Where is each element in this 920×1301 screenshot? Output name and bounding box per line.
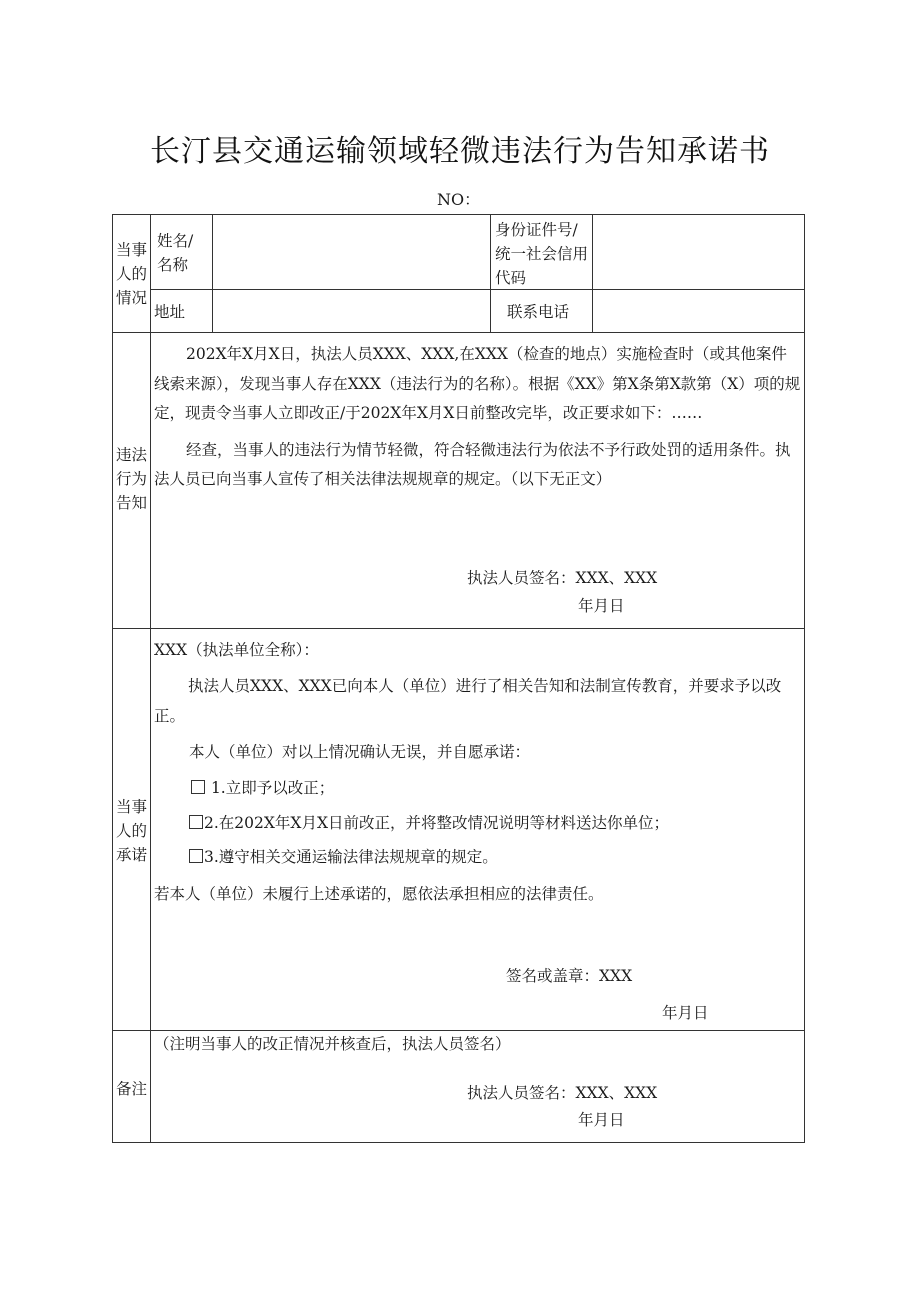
id-value-field[interactable]: [593, 215, 803, 288]
section-divider-3: [112, 1030, 805, 1031]
commitment-item-1: [191, 779, 334, 797]
violation-signature: 执法人员签名：XXX、XXX: [467, 569, 658, 587]
remarks-note: （注明当事人的改正情况并核查后，执法人员签名）: [154, 1035, 511, 1053]
commitment-item-2-text: 2.在202X年X月X日前改正，并将整改情况说明等材料送达你单位；: [204, 814, 669, 832]
commitment-liability: 若本人（单位）未履行上述承诺的，愿依法承担相应的法律责任。: [154, 885, 604, 903]
commitment-item-2: [189, 814, 669, 832]
phone-label: 联系电话: [507, 303, 570, 321]
commitment-item-1-text: 1.立即予以改正；: [210, 779, 335, 797]
violation-date: 年月日: [578, 597, 625, 615]
address-label: 地址: [154, 303, 186, 321]
label-column-divider: [150, 214, 151, 1143]
commitment-salutation: XXX（执法单位全称）：: [154, 641, 319, 659]
checkbox-item-2[interactable]: [189, 815, 203, 829]
party-section-label: 当事人的情况: [115, 241, 147, 307]
violation-paragraph-1: 202X年X月X日，执法人员XXX、XXX,在XXX（检查的地点）实施检查时（或其他案件线索来源），发现当事人存在XXX（违法行为的名称）。根据《XX》第X条第X款第（X）项的规定，现责令当事人立即改正/于202X年X月X日前整改完毕，改正要求如下：……: [154, 345, 801, 422]
document-number-label: NO：: [437, 190, 481, 209]
commitment-item-3: [189, 848, 498, 866]
remarks-signature: 执法人员签名：XXX、XXX: [467, 1084, 658, 1102]
remarks-section-label: 备注: [116, 1080, 148, 1098]
name-label: 姓名/名称: [157, 232, 194, 274]
violation-section-label: 违法行为告知: [115, 446, 147, 512]
remarks-date: 年月日: [578, 1111, 625, 1129]
checkbox-item-3[interactable]: [189, 849, 203, 863]
commitment-date: 年月日: [662, 1004, 709, 1022]
table-border-bottom: [112, 1142, 805, 1143]
violation-paragraph-2: 经查，当事人的违法行为情节轻微，符合轻微违法行为依法不予行政处罚的适用条件。执法人员已向当事人宣传了相关法律法规规章的规定。（以下无正文）: [154, 440, 791, 488]
commitment-paragraph-2: 本人（单位）对以上情况确认无误，并自愿承诺：: [189, 743, 531, 761]
commitment-paragraph-1: 执法人员XXX、XXX已向本人（单位）进行了相关告知和法制宣传教育，并要求予以改正。: [154, 677, 782, 725]
commitment-signature: 签名或盖章：XXX: [506, 967, 633, 985]
party-divider-2: [490, 214, 491, 332]
commitment-section-label: 当事人的承诺: [115, 798, 147, 864]
violation-body: [154, 340, 802, 495]
id-label: 身份证件号/统一社会信用代码: [495, 221, 589, 287]
phone-value-field[interactable]: [593, 290, 803, 331]
table-border-right: [804, 214, 805, 1143]
document-title: 长汀县交通运输领域轻微违法行为告知承诺书: [150, 134, 770, 169]
name-value-field[interactable]: [213, 215, 489, 288]
address-value-field[interactable]: [213, 290, 489, 331]
section-divider-1: [112, 332, 805, 333]
section-divider-2: [112, 628, 805, 629]
checkbox-item-1[interactable]: [191, 780, 205, 794]
commitment-item-3-text: 3.遵守相关交通运输法律法规规章的规定。: [204, 848, 498, 866]
table-border-left: [112, 214, 113, 1143]
